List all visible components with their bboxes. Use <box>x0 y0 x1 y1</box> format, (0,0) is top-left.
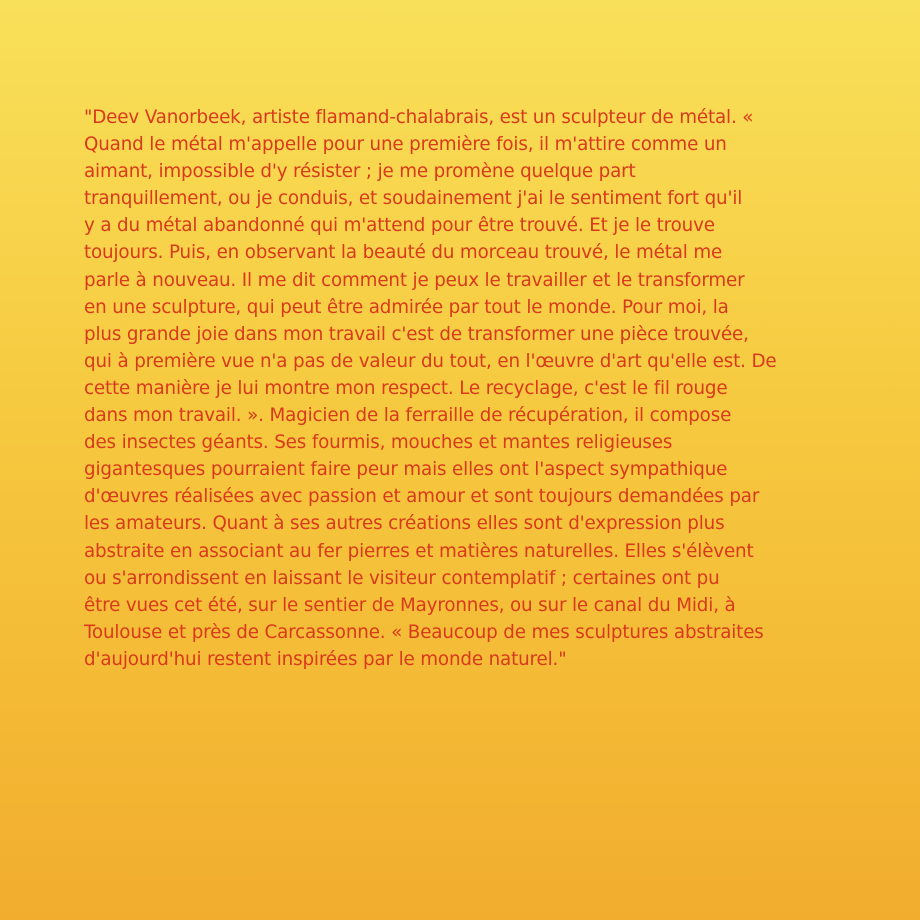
quote-line: d'œuvres réalisées avec passion et amour et sont toujours demandées par <box>84 486 760 508</box>
quote-line: aimant, impossible d'y résister ; je me promène quelque part <box>84 161 636 183</box>
quote-line: "Deev Vanorbeek, artiste flamand-chalabrais, est un sculpteur de métal. « <box>84 107 754 128</box>
quote-line: cette manière je lui montre mon respect. Le recyclage, c'est le fil rouge <box>84 377 728 399</box>
quote-line: en une sculpture, qui peut être admirée par tout le monde. Pour moi, la <box>84 296 729 318</box>
quote-line: parle à nouveau. Il me dit comment je peux le travailler et le transformer <box>84 269 745 291</box>
quote-line: qui à première vue n'a pas de valeur du tout, en l'œuvre d'art qu'elle est. De <box>84 350 777 372</box>
quote-line: gigantesques pourraient faire peur mais elles ont l'aspect sympathique <box>84 459 728 481</box>
quote-line: plus grande joie dans mon travail c'est de transformer une pièce trouvée, <box>84 323 749 345</box>
quote-line: y a du métal abandonné qui m'attend pour être trouvé. Et je le trouve <box>84 215 715 237</box>
quote-line: d'aujourd'hui restent inspirées par le monde naturel." <box>84 648 567 670</box>
quote-line: des insectes géants. Ses fourmis, mouches et mantes religieuses <box>84 432 673 454</box>
quote-line: dans mon travail. ». Magicien de la ferraille de récupération, il compose <box>84 405 732 427</box>
quote-line: Quand le métal m'appelle pour une première fois, il m'attire comme un <box>84 134 727 156</box>
quote-line: Toulouse et près de Carcassonne. « Beaucoup de mes sculptures abstraites <box>84 621 764 643</box>
quote-line: abstraite en associant au fer pierres et matières naturelles. Elles s'élèvent <box>84 540 754 562</box>
quote-line: être vues cet été, sur le sentier de Mayronnes, ou sur le canal du Midi, à <box>84 594 736 616</box>
quote-text-block <box>84 104 864 673</box>
quote-line: toujours. Puis, en observant la beauté du morceau trouvé, le métal me <box>84 242 723 264</box>
quote-line: tranquillement, ou je conduis, et soudainement j'ai le sentiment fort qu'il <box>84 188 743 210</box>
quote-line: les amateurs. Quant à ses autres créations elles sont d'expression plus <box>84 513 725 535</box>
quote-line: ou s'arrondissent en laissant le visiteur contemplatif ; certaines ont pu <box>84 567 720 589</box>
